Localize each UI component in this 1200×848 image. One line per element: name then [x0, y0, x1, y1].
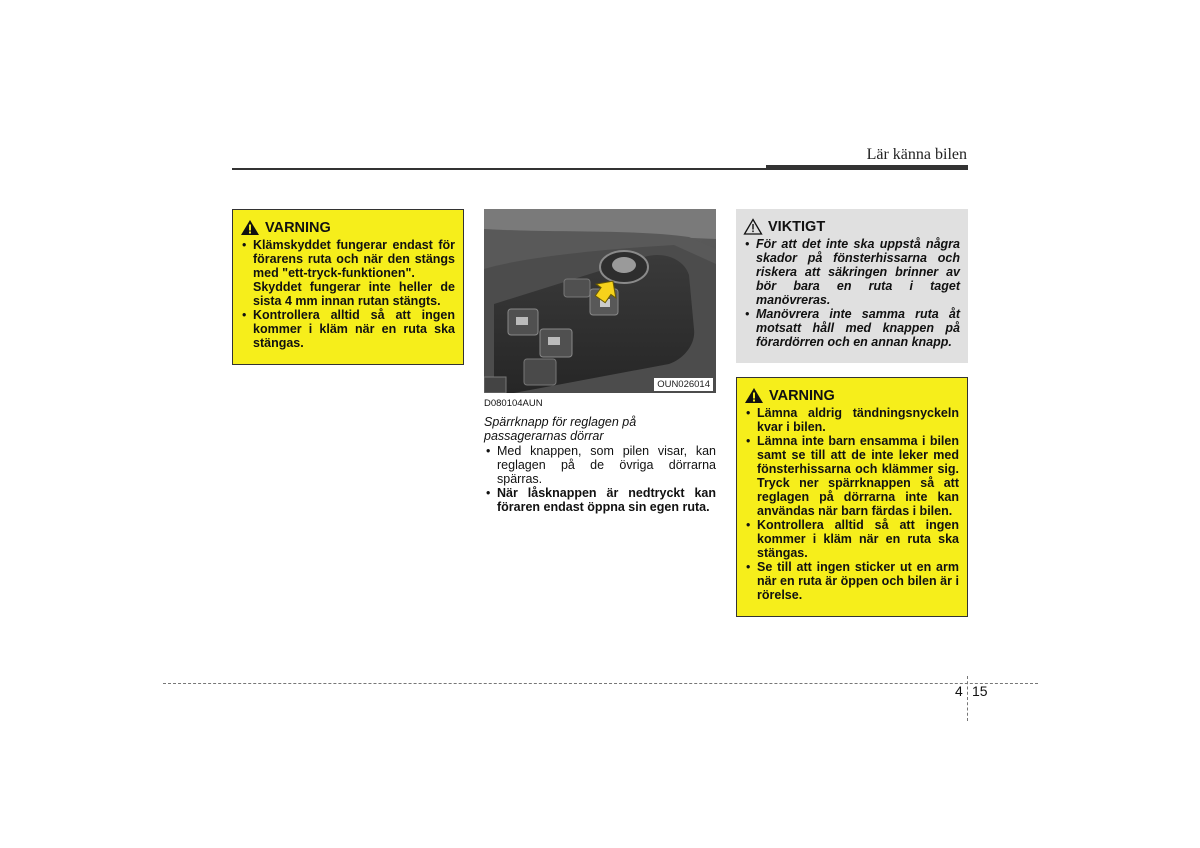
list-item: • Klämskyddet fungerar endast för förarens ruta och när den stängs med "ett-tryck-funktionen". [240, 238, 455, 280]
section-number: 4 [955, 683, 963, 699]
middle-list [484, 444, 716, 514]
notice-box [736, 209, 968, 363]
list-item: • Kontrollera alltid så att ingen kommer i kläm när en ruta ska stängas. [240, 308, 455, 350]
page-header-title: Lär känna bilen [866, 146, 967, 163]
warning-title-text: VARNING [265, 219, 331, 236]
warning-triangle-icon [240, 219, 260, 236]
list-item: • Se till att ingen sticker ut en arm när en ruta är öppen och bilen är i rörelse. [744, 560, 959, 602]
warning-title-right [744, 387, 959, 404]
caution-triangle-icon [743, 218, 763, 235]
list-item: • Med knappen, som pilen visar, kan reglagen på de övriga dörrarna spärras. [484, 444, 716, 486]
list-item: • Kontrollera alltid så att ingen kommer i kläm när en ruta ska stängas. [744, 518, 959, 560]
list-item-continuation: Skyddet fungerar inte heller de sista 4 mm innan rutan stängts. [253, 280, 455, 308]
door-switch-photo [484, 209, 716, 393]
footer-divider [967, 676, 968, 721]
list-item: • För att det inte ska uppstå några skador på fönsterhissarna och riskera att säkringen brinner av bör bara en ruta i taget manövreras. [743, 237, 960, 307]
notice-title-text: VIKTIGT [768, 218, 826, 235]
warning-title-left [240, 219, 455, 236]
header-rule-accent [766, 165, 968, 170]
warning-box-left [232, 209, 464, 365]
warning-list-left-2 [240, 308, 455, 350]
notice-list [743, 237, 960, 349]
section-code: D080104AUN [484, 398, 543, 409]
list-item: • Lämna inte barn ensamma i bilen samt se till att de inte leker med fönsterhissarna och klämmer sig. Tryck ner spärrknappen så att reglagen på dörrarna inte kan användas när barn färdas i bilen. [744, 434, 959, 518]
list-item: • Manövrera inte samma ruta åt motsatt håll med knappen på förardörren och en annan knapp. [743, 307, 960, 349]
notice-title [743, 218, 960, 235]
middle-column [484, 397, 716, 514]
warning-title-text: VARNING [769, 387, 835, 404]
list-item: • Lämna aldrig tändningsnyckeln kvar i bilen. [744, 406, 959, 434]
warning-box-right [736, 377, 968, 617]
warning-list-right [744, 406, 959, 602]
warning-list-left [240, 238, 455, 280]
footer-rule [163, 683, 1038, 684]
section-subheading: Spärrknapp för reglagen på passagerarnas dörrar [484, 415, 637, 443]
page-number: 15 [972, 683, 988, 699]
door-switch-illustration [484, 209, 716, 393]
photo-code-label: OUN026014 [654, 378, 713, 391]
list-item: • När låsknappen är nedtryckt kan föraren endast öppna sin egen ruta. [484, 486, 716, 514]
warning-triangle-icon [744, 387, 764, 404]
